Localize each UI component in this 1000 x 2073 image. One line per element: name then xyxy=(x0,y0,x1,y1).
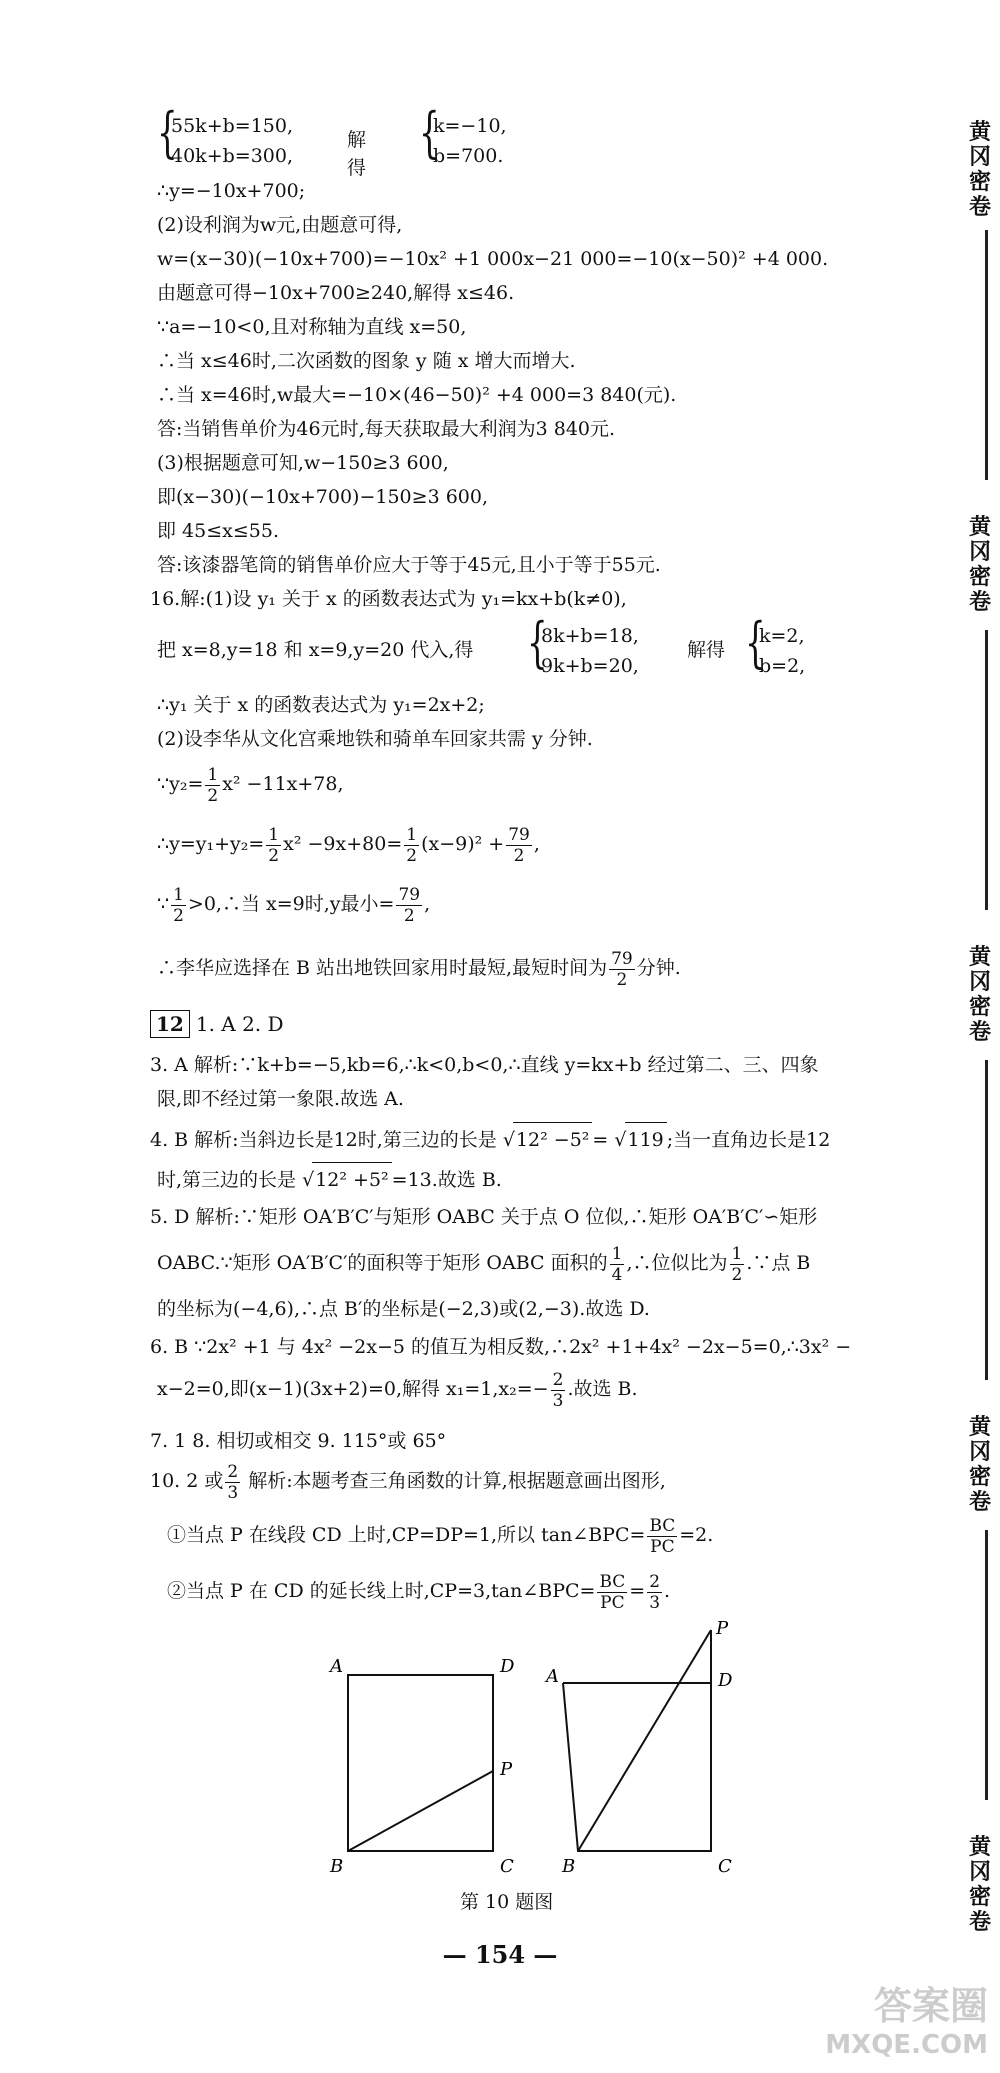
label-d-right: D xyxy=(718,1670,733,1691)
question-3: 3. A 解析:∵k+b=−5,kb=6,∴k<0,b<0,∴直线 y=kx+b 经过第二、三、四象 xyxy=(150,1054,819,1076)
label-p: P xyxy=(500,1759,513,1780)
question-5: 5. D 解析:∵矩形 OA′B′C′与矩形 OABC 关于点 O 位似,∴矩形 OA′B′C′∽矩形 xyxy=(150,1206,818,1228)
question-5-end: 的坐标为(−4,6),∴点 B′的坐标是(−2,3)或(2,−3).故选 D. xyxy=(157,1298,650,1320)
result: b=700. xyxy=(433,145,504,167)
figure-left xyxy=(348,1675,493,1851)
label-c-right: C xyxy=(718,1856,732,1877)
question-6-cont: x−2=0,即(x−1)(3x+2)=0,解得 x₁=1,x₂=− $\frac{2}{3}$ .故选 B. xyxy=(157,1369,638,1411)
section-number-box: 12 xyxy=(150,1010,190,1038)
brand-text: 黄冈密卷 xyxy=(968,945,991,1045)
text-line: w=(x−30)(−10x+700)=−10x² +1 000x−21 000=−10(x−50)² +4 000. xyxy=(157,248,829,270)
watermark-url: MXQE.COM xyxy=(825,2030,988,2060)
text-line: 即(x−30)(−10x+700)−150≥3 600, xyxy=(157,486,488,508)
section-12: 12 1. A 2. D xyxy=(150,1010,284,1038)
question-5-cont: OABC.∵矩形 OA′B′C′的面积等于矩形 OABC 面积的 $\frac{1}{4}$ ,∴位似比为 $\frac{1}{2}$ .∵点 B xyxy=(157,1243,811,1285)
result: k=−10, xyxy=(433,115,507,137)
question-4-cont: 时,第三边的长是 √12² +5² =13.故选 B. xyxy=(157,1162,502,1197)
sidebar-brand-strip xyxy=(960,0,1000,2073)
solve-label: 解得 xyxy=(347,129,367,179)
label-a: A xyxy=(330,1656,343,1677)
formula-min: ∵ $\frac{1}{2}$ >0,∴当 x=9时,y最小= $\frac{79}{2}$ , xyxy=(157,884,431,926)
question-10-case-2: ②当点 P 在 CD 的延长线上时,CP=3,tan∠BPC= $\frac{BC}{PC}$ = $\frac{2}{3}$ . xyxy=(167,1571,671,1613)
question-10-case-1: ①当点 P 在线段 CD 上时,CP=DP=1,所以 tan∠BPC= $\frac{BC}{PC}$ =2. xyxy=(167,1515,714,1557)
page-number: — 154 — xyxy=(442,1940,558,1969)
text-line: 答:该漆器笔筒的销售单价应大于等于45元,且小于等于55元. xyxy=(157,554,661,576)
square-abcd-right xyxy=(563,1683,711,1851)
questions-7-9: 7. 1 8. 相切或相交 9. 115°或 65° xyxy=(150,1430,447,1452)
figure-right xyxy=(563,1630,711,1851)
formula-y: ∴y=y₁+y₂= $\frac{1}{2}$ x² −9x+80= $\frac{1}{2}$ (x−9)² + $\frac{79}{2}$ , xyxy=(157,824,540,866)
square-abcd xyxy=(348,1675,493,1851)
brand-text: 黄冈密卷 xyxy=(968,1415,991,1515)
question-4: 4. B 解析:当斜边长是12时,第三边的长是 √12² −5² = √119 ;当一直角边长是12 xyxy=(150,1122,830,1157)
text-line: ∴y₁ 关于 x 的函数表达式为 y₁=2x+2; xyxy=(157,694,485,716)
equation-system-2: 把 x=8,y=18 和 x=9,y=20 代入,得 { 8k+b=18, 9k+b=20, 解得 { k=2, b=2, xyxy=(157,611,806,677)
eq: 40k+b=300, xyxy=(171,145,293,167)
brand-text: 黄冈密卷 xyxy=(968,515,991,615)
text-line: (2)设李华从文化宫乘地铁和骑单车回家共需 y 分钟. xyxy=(157,728,593,750)
text-line: (3)根据题意可知,w−150≥3 600, xyxy=(157,452,449,474)
text-line: ∴当 x≤46时,二次函数的图象 y 随 x 增大而增大. xyxy=(157,350,576,372)
label-p-right: P xyxy=(716,1620,729,1639)
text-line: ∵a=−10<0,且对称轴为直线 x=50, xyxy=(157,316,467,338)
label-b-right: B xyxy=(562,1856,576,1877)
formula-y2: ∵y₂= $\frac{1}{2}$ x² −11x+78, xyxy=(157,764,344,806)
text-line: (2)设利润为w元,由题意可得, xyxy=(157,214,403,236)
segment-bp xyxy=(348,1771,493,1851)
text-line: 即 45≤x≤55. xyxy=(157,520,279,542)
segment-bp-right xyxy=(578,1630,711,1851)
label-d: D xyxy=(500,1656,515,1677)
question-16: 16.解:(1)设 y₁ 关于 x 的函数表达式为 y₁=kx+b(k≠0), xyxy=(150,588,627,610)
figure-10 xyxy=(300,1620,760,1885)
brand-text: 黄冈密卷 xyxy=(968,120,991,220)
answer-16: ∴李华应选择在 B 站出地铁回家用时最短,最短时间为 $\frac{79}{2}$ 分钟. xyxy=(157,948,681,990)
watermark-logo: 答案圈 xyxy=(873,1984,988,2028)
text-line: 由题意可得−10x+700≥240,解得 x≤46. xyxy=(157,282,515,304)
label-a-right: A xyxy=(546,1666,559,1687)
label-c: C xyxy=(500,1856,514,1877)
text-line: ∴y=−10x+700; xyxy=(157,180,306,202)
question-6: 6. B ∵2x² +1 与 4x² −2x−5 的值互为相反数,∴2x² +1+4x² −2x−5=0,∴3x² − xyxy=(150,1336,852,1358)
figure-caption: 第 10 题图 xyxy=(460,1891,554,1913)
text-line: ∴当 x=46时,w最大=−10×(46−50)² +4 000=3 840(元). xyxy=(157,384,677,406)
question-3-cont: 限,即不经过第一象限.故选 A. xyxy=(157,1088,404,1110)
eq: 55k+b=150, xyxy=(171,115,293,137)
label-b: B xyxy=(330,1856,344,1877)
question-10: 10. 2 或 $\frac{2}{3}$ 解析:本题考查三角函数的计算,根据题意画出图形, xyxy=(150,1461,666,1503)
text-line: 答:当销售单价为46元时,每天获取最大利润为3 840元. xyxy=(157,418,616,440)
brand-text: 黄冈密卷 xyxy=(968,1835,991,1935)
